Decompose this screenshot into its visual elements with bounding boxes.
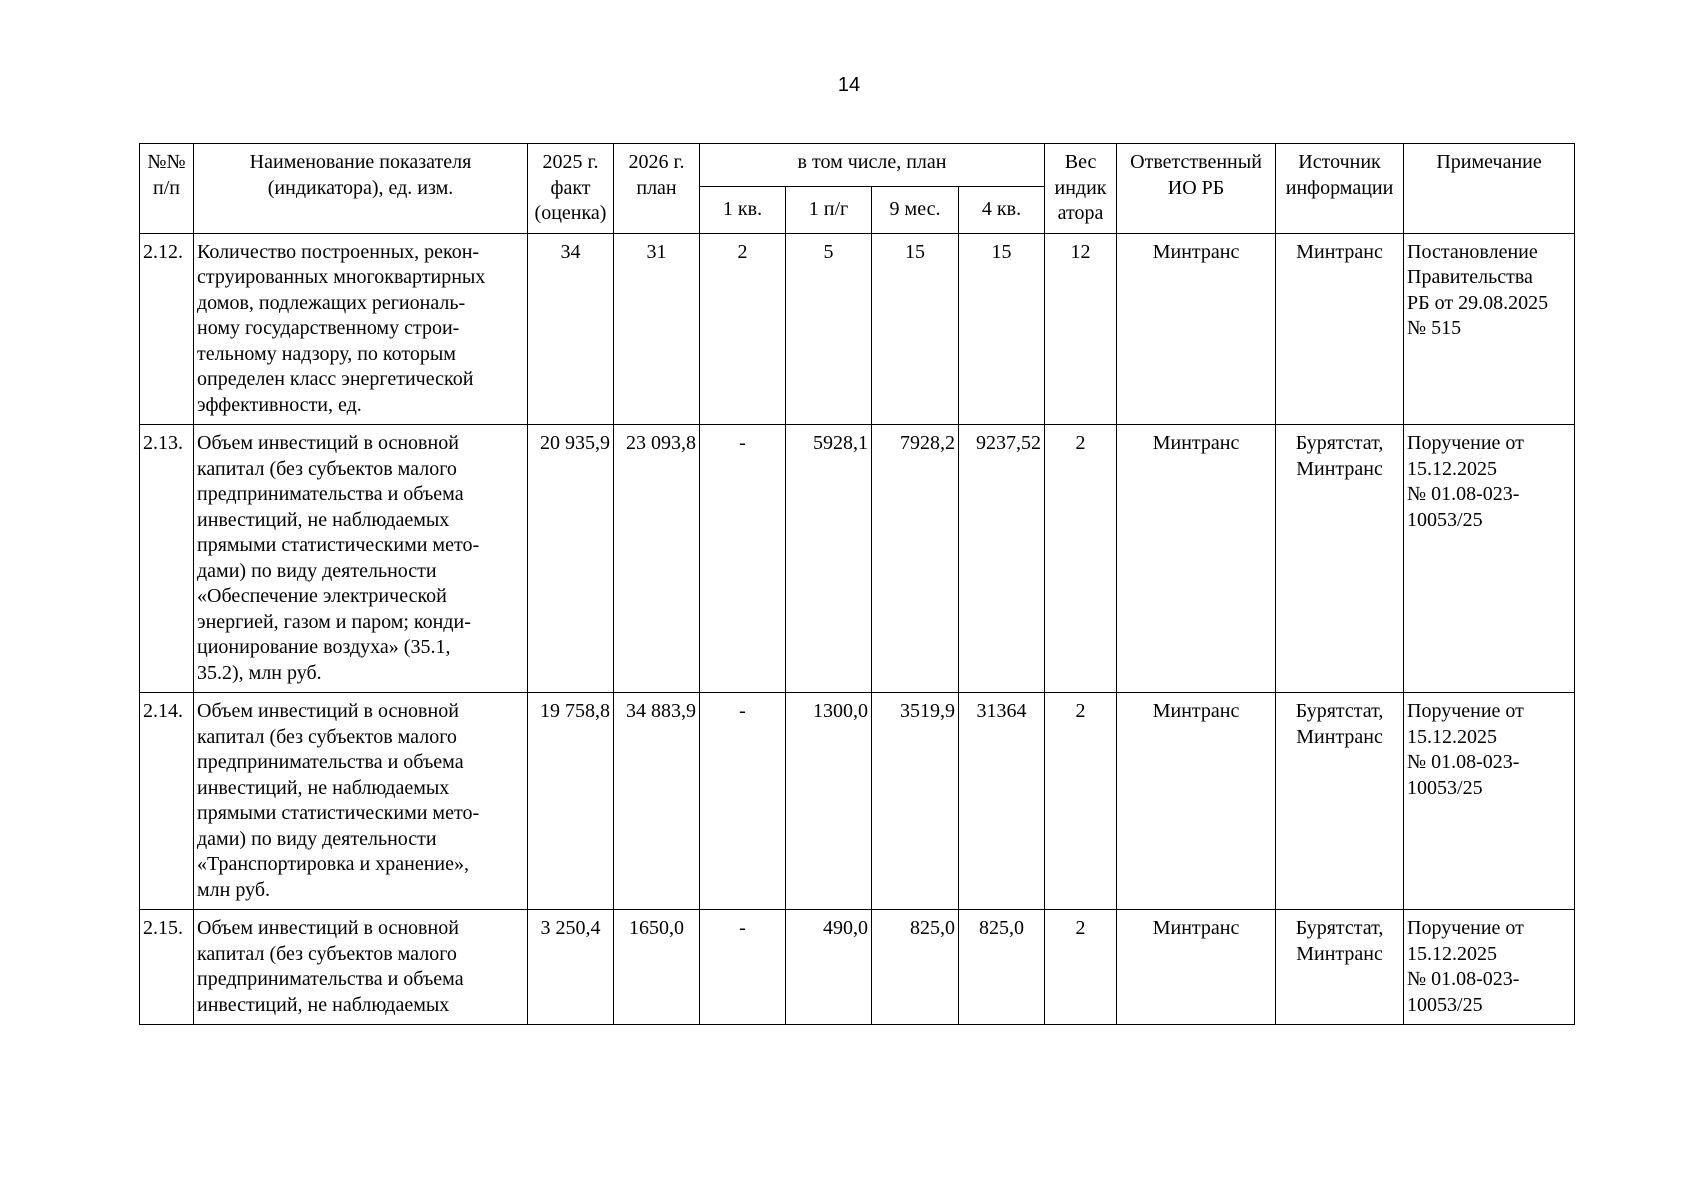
header-q1: 1 кв. xyxy=(700,186,786,233)
cell-q1: - xyxy=(700,425,786,693)
cell-q4: 825,0 xyxy=(959,910,1045,1025)
header-note: Примечание xyxy=(1404,144,1575,234)
cell-m9: 825,0 xyxy=(872,910,959,1025)
cell-source: Бурятстат, Минтранс xyxy=(1276,425,1404,693)
cell-responsible: Минтранс xyxy=(1117,693,1276,910)
cell-plan-2026: 23 093,8 xyxy=(614,425,700,693)
cell-h1: 1300,0 xyxy=(786,693,872,910)
table-header-row xyxy=(140,144,1575,187)
cell-name: Объем инвестиций в основной капитал (без субъектов малого предпринимательства и объема инвестиций, не наблюдаемых прямыми статистическими мето- дами) по виду деятельности «Транспортировка и хранение», млн руб. xyxy=(194,693,528,910)
header-plan-2026: 2026 г. план xyxy=(614,144,700,234)
header-source: Источник информации xyxy=(1276,144,1404,234)
cell-note: Постановление Правительства РБ от 29.08.2025 № 515 xyxy=(1404,233,1575,425)
cell-responsible: Минтранс xyxy=(1117,233,1276,425)
cell-note: Поручение от 15.12.2025 № 01.08-023- 10053/25 xyxy=(1404,425,1575,693)
cell-name: Объем инвестиций в основной капитал (без субъектов малого предпринимательства и объема инвестиций, не наблюдаемых xyxy=(194,910,528,1025)
cell-note: Поручение от 15.12.2025 № 01.08-023- 10053/25 xyxy=(1404,693,1575,910)
cell-m9: 7928,2 xyxy=(872,425,959,693)
cell-plan-2026: 34 883,9 xyxy=(614,693,700,910)
cell-name: Объем инвестиций в основной капитал (без субъектов малого предпринимательства и объема инвестиций, не наблюдаемых прямыми статистическими мето- дами) по виду деятельности «Обеспечение электрической энергией, газом и паром; конди- ционирование воздуха» (35.1, 35.2), млн руб. xyxy=(194,425,528,693)
cell-num: 2.12. xyxy=(140,233,194,425)
header-responsible: Ответственный ИО РБ xyxy=(1117,144,1276,234)
cell-q1: 2 xyxy=(700,233,786,425)
table-row xyxy=(140,425,1575,693)
cell-fact-2025: 3 250,4 xyxy=(528,910,614,1025)
cell-fact-2025: 19 758,8 xyxy=(528,693,614,910)
header-fact-2025: 2025 г. факт (оценка) xyxy=(528,144,614,234)
indicators-table xyxy=(139,143,1575,1025)
cell-responsible: Минтранс xyxy=(1117,910,1276,1025)
cell-q1: - xyxy=(700,693,786,910)
table-row xyxy=(140,233,1575,425)
header-q4: 4 кв. xyxy=(959,186,1045,233)
cell-q4: 9237,52 xyxy=(959,425,1045,693)
cell-source: Минтранс xyxy=(1276,233,1404,425)
cell-q4: 31364 xyxy=(959,693,1045,910)
cell-weight: 2 xyxy=(1045,910,1117,1025)
cell-h1: 490,0 xyxy=(786,910,872,1025)
cell-h1: 5 xyxy=(786,233,872,425)
page-number: 14 xyxy=(837,74,861,96)
cell-plan-2026: 1650,0 xyxy=(614,910,700,1025)
header-incl-plan: в том числе, план xyxy=(700,144,1045,187)
cell-name: Количество построенных, рекон- струированных многоквартирных домов, подлежащих региональ- ному государственному строи- тельному надзору, по которым определен класс энергетической эффективности, ед. xyxy=(194,233,528,425)
cell-fact-2025: 20 935,9 xyxy=(528,425,614,693)
header-h1: 1 п/г xyxy=(786,186,872,233)
header-name: Наименование показателя (индикатора), ед. изм. xyxy=(194,144,528,234)
cell-plan-2026: 31 xyxy=(614,233,700,425)
cell-weight: 2 xyxy=(1045,425,1117,693)
table-row xyxy=(140,910,1575,1025)
cell-num: 2.13. xyxy=(140,425,194,693)
cell-q1: - xyxy=(700,910,786,1025)
cell-num: 2.14. xyxy=(140,693,194,910)
cell-q4: 15 xyxy=(959,233,1045,425)
cell-weight: 12 xyxy=(1045,233,1117,425)
cell-weight: 2 xyxy=(1045,693,1117,910)
cell-source: Бурятстат, Минтранс xyxy=(1276,693,1404,910)
cell-m9: 15 xyxy=(872,233,959,425)
table-row xyxy=(140,693,1575,910)
cell-responsible: Минтранс xyxy=(1117,425,1276,693)
cell-num: 2.15. xyxy=(140,910,194,1025)
cell-fact-2025: 34 xyxy=(528,233,614,425)
header-weight: Вес индик атора xyxy=(1045,144,1117,234)
cell-source: Бурятстат, Минтранс xyxy=(1276,910,1404,1025)
cell-h1: 5928,1 xyxy=(786,425,872,693)
cell-m9: 3519,9 xyxy=(872,693,959,910)
header-m9: 9 мес. xyxy=(872,186,959,233)
header-num: №№ п/п xyxy=(140,144,194,234)
cell-note: Поручение от 15.12.2025 № 01.08-023- 10053/25 xyxy=(1404,910,1575,1025)
